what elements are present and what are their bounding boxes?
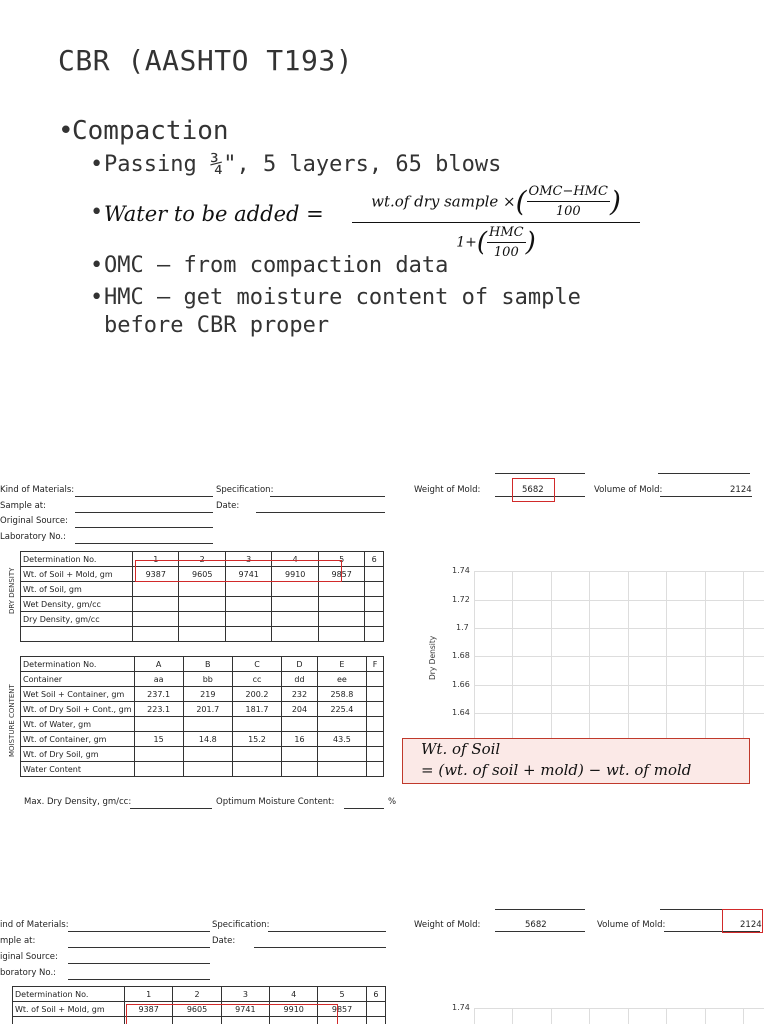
slide-title: CBR (AASHTO T193): [58, 44, 354, 77]
form2-weight-mold-label: Weight of Mold:: [414, 920, 481, 930]
bullet-dot: •: [58, 116, 74, 146]
formula-den-left: 1+: [456, 234, 477, 251]
sub-bullet-omc: •OMC – from compaction data: [90, 253, 449, 278]
ytick: 1.68: [452, 651, 470, 660]
sub-bullet-hmc: •HMC – get moisture content of sample: [90, 285, 581, 310]
ytick: 1.64: [452, 708, 470, 717]
table-row: Dry Density, gm/cc: [21, 612, 384, 627]
form1-max-dd-label: Max. Dry Density, gm/cc:: [24, 797, 132, 807]
callout-line-2: = (wt. of soil + mold) − wt. of mold: [421, 761, 692, 779]
formula-den-num: HMC: [487, 225, 526, 243]
form1-dry-density-chart: [424, 562, 764, 742]
table-row: [21, 627, 384, 642]
form1-cutoff-row: [410, 468, 750, 474]
form2-table-clip: [0, 985, 390, 1024]
table-row: Wt. of Dry Soil, gm: [21, 747, 384, 762]
form1-kind-line: [75, 496, 213, 497]
formula-lhs: Water to be added =: [104, 202, 324, 226]
table-row: Wet Soil + Container, gm 237.1 219 200.2 232 258.8: [21, 687, 384, 702]
formula-inner-den: 100: [555, 204, 581, 219]
ytick: 1.7: [456, 623, 469, 632]
table-row: Wt. of Soil, gm: [21, 582, 384, 597]
form2-soil-mold-highlight: [126, 1004, 338, 1024]
table-row: Determination No. 1 2 3 4 5 6: [21, 552, 384, 567]
table-row: Wet Density, gm/cc: [21, 597, 384, 612]
form1-spec-line: [270, 496, 385, 497]
chart-ylabel: Dry Density: [428, 635, 437, 680]
bullet-compaction-text: Compaction: [72, 116, 229, 146]
table-row: Determination No. A B C D E F: [21, 657, 384, 672]
wt-of-soil-callout: [402, 738, 750, 784]
formula-fraction: wt.of dry sample ×( $\frac{\text{OMC−HMC}}{100}$ ) 1+( $\frac{\text{HMC}}{100}$ ): [352, 184, 640, 260]
form1-pct-label: %: [388, 797, 397, 807]
sub-bullet-hmc-cont: before CBR proper: [104, 313, 330, 338]
form2-lab-label: boratory No.:: [0, 968, 57, 978]
form2-volume-mold-label: Volume of Mold:: [597, 920, 666, 930]
sub-bullet-omc-text: OMC – from compaction data: [104, 253, 449, 278]
form1-date-label: Date:: [216, 501, 240, 511]
table-row: Water Content: [21, 762, 384, 777]
form1-omc-label: Optimum Moisture Content:: [216, 797, 335, 807]
ytick: 1.74: [452, 566, 470, 575]
form1-source-label: Original Source:: [0, 516, 69, 526]
sub-bullet-hmc-text: HMC – get moisture content of sample: [104, 285, 581, 310]
table-row: Wt. of Water, gm: [21, 717, 384, 732]
table-row: Determination No. 1 2 3 4 5 6: [13, 987, 386, 1002]
form1-volume-mold-label: Volume of Mold:: [594, 485, 663, 495]
form1-sample-label: Sample at:: [0, 501, 46, 511]
table-row: Wt. of Soil + Mold, gm 9387 9605 9741 9910 9857: [13, 1002, 386, 1017]
callout-line-1: Wt. of Soil: [421, 740, 501, 758]
form1-volume-mold-value: 2124: [730, 485, 752, 495]
ytick: 1.72: [452, 595, 470, 604]
form2-date-label: Date:: [212, 936, 236, 946]
form2-kind-label: ind of Materials:: [0, 920, 69, 930]
formula-inner-num: OMC−HMC: [527, 184, 610, 202]
form2-cutoff-row: [410, 902, 760, 910]
form1-soil-mold-highlight: [135, 560, 342, 582]
form2-sample-label: mple at:: [0, 936, 36, 946]
table-row: Wt. of Soil + Mold, gm 9387 9605 9741 9910 9857: [21, 567, 384, 582]
formula-den-den: 100: [493, 245, 519, 260]
form1-moisture-side: MOISTURE CONTENT: [8, 684, 16, 757]
form1-weight-mold-label: Weight of Mold:: [414, 485, 481, 495]
form2-source-label: iginal Source:: [0, 952, 58, 962]
form1-dry-density-side: DRY DENSITY: [8, 567, 16, 614]
bullet-compaction: [58, 116, 229, 146]
water-formula: • Water to be added = wt.of dry sample ×( $\frac{\text{OMC−HMC}}{100}$ ) 1+( $\frac{\text{HMC}}{100}$ ): [90, 184, 650, 256]
table-row: Wt. of Dry Soil + Cont., gm 223.1 201.7 181.7 204 225.4: [21, 702, 384, 717]
form1-spec-label: Specification:: [216, 485, 274, 495]
form2-weight-mold-value: 5682: [525, 920, 547, 930]
form2-spec-label: Specification:: [212, 920, 270, 930]
sub-bullet-passing: •Passing ¾", 5 layers, 65 blows: [90, 152, 502, 177]
form1-lab-label: Laboratory No.:: [0, 532, 66, 542]
table-row: Container aa bb cc dd ee: [21, 672, 384, 687]
table-row: Wt. of Container, gm 15 14.8 15.2 16 43.5: [21, 732, 384, 747]
ytick: 1.74: [452, 1003, 470, 1012]
formula-num-left: wt.of dry sample ×: [371, 192, 516, 211]
form2-chart: [424, 996, 768, 1024]
form1-moisture-table: [20, 656, 384, 777]
form1-kind-label: Kind of Materials:: [0, 485, 75, 495]
ytick: 1.66: [452, 680, 470, 689]
form1-weight-mold-value: 5682: [522, 485, 544, 495]
sub-bullet-passing-text: Passing ¾", 5 layers, 65 blows: [104, 152, 502, 177]
form2-volume-mold-value: 2124: [740, 920, 762, 930]
